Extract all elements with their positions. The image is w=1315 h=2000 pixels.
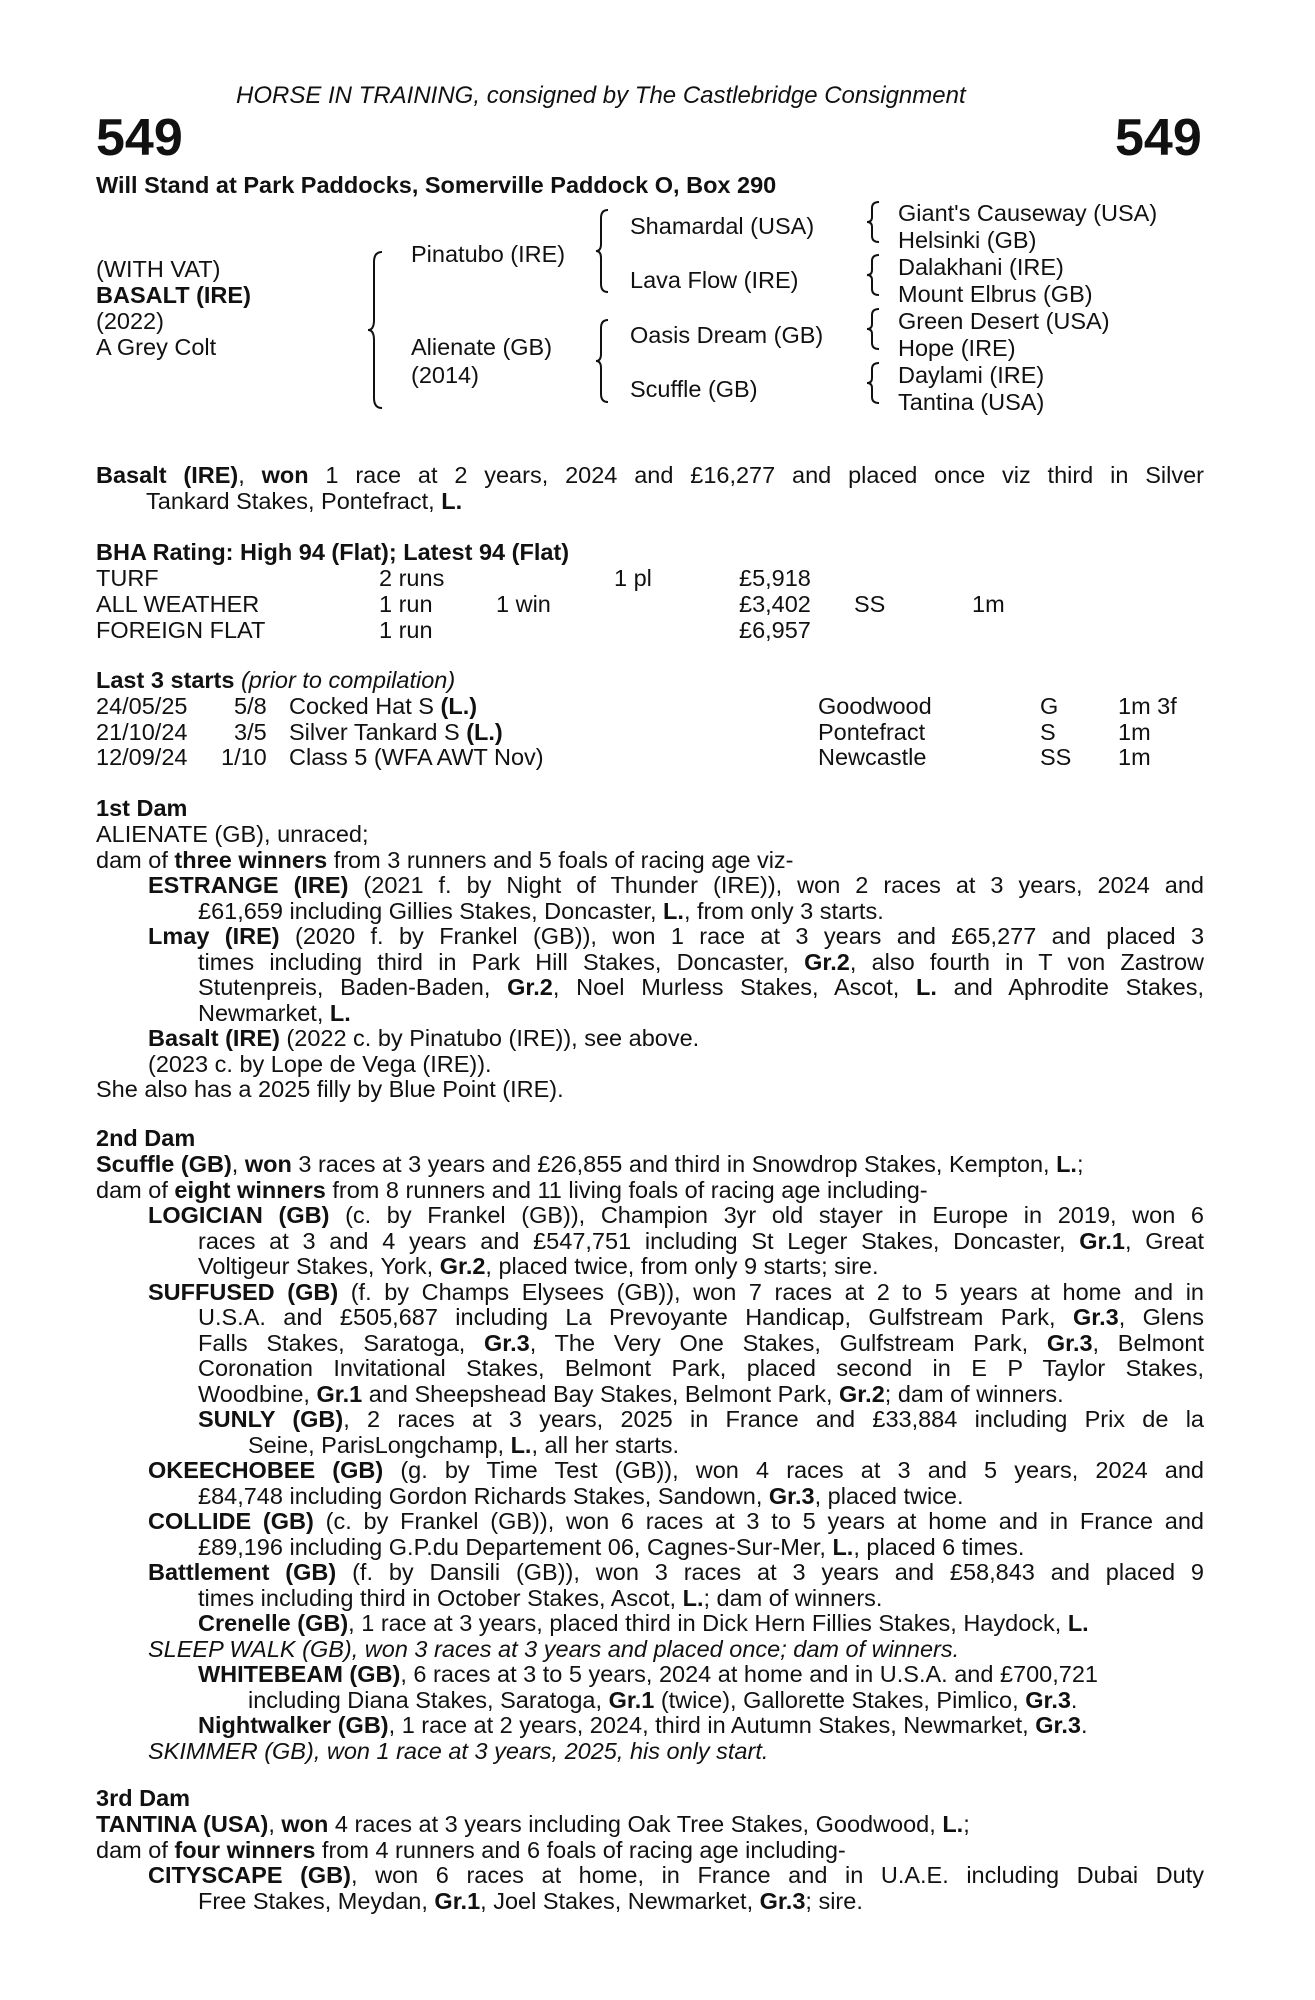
start-date: 24/05/25 <box>96 693 188 719</box>
foal-entry-whitebeam: WHITEBEAM (GB), 6 races at 3 to 5 years, 2024 at home and in U.S.A. and £700,721 <box>198 1661 1098 1687</box>
rating-surface: TURF <box>96 565 159 591</box>
foal-entry-skimmer: SKIMMER (GB), won 1 race at 3 years, 2025, his only start. <box>148 1737 769 1764</box>
dam1-line: ALIENATE (GB), unraced; <box>96 821 369 847</box>
foal-entry-logician-cont1: races at 3 and 4 years and £547,751 including St Leger Stakes, Doncaster, Gr.1, Great <box>198 1227 1205 1254</box>
pedigree-dam: Alienate (GB) <box>411 334 553 360</box>
pedigree-gen3-8: Tantina (USA) <box>898 389 1045 415</box>
start-distance: 1m 3f <box>1118 693 1177 719</box>
lot-number-left: 549 <box>96 109 183 167</box>
summary-horse-name: Basalt (IRE) <box>96 462 239 488</box>
dam2-section <box>96 1152 1204 1764</box>
start-position: 1/10 <box>221 744 267 770</box>
start-going: SS <box>1040 744 1072 770</box>
start-going: S <box>1040 719 1056 745</box>
summary-line2: Tankard Stakes, Pontefract, <box>146 487 435 514</box>
foal-entry-estrange-cont: £61,659 including Gillies Stakes, Doncaster, L., from only 3 starts. <box>198 897 884 924</box>
foal-entry-basalt: Basalt (IRE) (2022 c. by Pinatubo (IRE)), see above. <box>148 1025 700 1051</box>
location-line: Will Stand at Park Paddocks, Somerville Paddock O, Box 290 <box>96 172 777 198</box>
rating-going: SS <box>854 591 886 617</box>
dam1-produce-summary: dam of three winners from 3 runners and 5 foals of racing age viz- <box>96 846 794 873</box>
dam1-section <box>96 822 1204 1103</box>
foal-entry-2023: (2023 c. by Lope de Vega (IRE)). <box>148 1050 492 1077</box>
pedigree-brace-main <box>368 250 384 410</box>
pedigree-gen3-5: Green Desert (USA) <box>898 308 1110 334</box>
summary-won: won <box>261 462 309 488</box>
rating-runs: 1 run <box>379 591 433 617</box>
foal-entry-whitebeam-cont: including Diana Stakes, Saratoga, Gr.1 (twice), Gallorette Stakes, Pimlico, Gr.3. <box>248 1686 1078 1713</box>
rating-runs: 2 runs <box>379 565 445 591</box>
dam2-title: 2nd Dam <box>96 1125 196 1151</box>
foal-entry-battlement-cont: times including third in October Stakes, Ascot, L.; dam of winners. <box>198 1584 883 1611</box>
foal-entry-cityscape: CITYSCAPE (GB), won 6 races at home, in France and in U.A.E. including Dubai Duty <box>148 1862 1204 1888</box>
last-starts-title: Last 3 starts <box>96 667 235 693</box>
rating-surface: ALL WEATHER <box>96 591 260 617</box>
horse-year: (2022) <box>96 308 164 334</box>
pedigree-dam-year: (2014) <box>411 362 479 388</box>
foal-entry-crenelle: Crenelle (GB), 1 race at 3 years, placed third in Dick Hern Fillies Stakes, Haydock, L. <box>198 1610 1089 1636</box>
foal-entry-sunly-cont: Seine, ParisLongchamp, L., all her starts. <box>248 1431 680 1458</box>
pedigree-gen3-3: Dalakhani (IRE) <box>898 254 1064 280</box>
start-course: Pontefract <box>818 719 926 745</box>
foal-entry-battlement: Battlement (GB) (f. by Dansili (GB)), won 3 races at 3 years and £58,843 and placed 9 <box>148 1559 1204 1585</box>
foal-entry-sunly: SUNLY (GB), 2 races at 3 years, 2025 in France and £33,884 including Prix de la <box>198 1406 1204 1432</box>
start-date: 12/09/24 <box>96 744 188 770</box>
foal-entry-estrange: ESTRANGE (IRE) (2021 f. by Night of Thunder (IRE)), won 2 races at 3 years, 2024 and <box>148 872 1204 898</box>
foal-entry-nightwalker: Nightwalker (GB), 1 race at 2 years, 2024, third in Autumn Stakes, Newmarket, Gr.3. <box>198 1712 1088 1738</box>
dam1-title: 1st Dam <box>96 795 188 821</box>
pedigree-gen3-6: Hope (IRE) <box>898 335 1016 361</box>
start-course: Goodwood <box>818 693 932 719</box>
rating-runs: 1 run <box>379 617 433 643</box>
start-date: 21/10/24 <box>96 719 188 745</box>
start-distance: 1m <box>1118 744 1151 770</box>
pedigree-gen3-1: Giant's Causeway (USA) <box>898 200 1158 226</box>
rating-placed: 1 pl <box>614 565 652 591</box>
foal-entry-suffused-cont3: Coronation Invitational Stakes, Belmont Park, placed second in E P Taylor Stakes, <box>198 1355 1204 1381</box>
start-course: Newcastle <box>818 744 927 770</box>
lot-number-right: 549 <box>1115 109 1202 167</box>
dam3-produce-summary: dam of four winners from 4 runners and 6 foals of racing age including- <box>96 1836 846 1863</box>
foal-entry-logician-cont2: Voltigeur Stakes, York, Gr.2, placed twice, from only 9 starts; sire. <box>198 1253 879 1279</box>
foal-entry-lmay-cont3: Newmarket, L. <box>198 999 351 1026</box>
consignment-line: HORSE IN TRAINING, consigned by The Castlebridge Consignment <box>236 82 966 109</box>
pedigree-brace-sire <box>596 208 610 294</box>
foal-entry-lmay-cont2: Stutenpreis, Baden-Baden, Gr.2, Noel Murless Stakes, Ascot, L. and Aphrodite Stakes, <box>198 974 1204 1000</box>
start-going: G <box>1040 693 1059 719</box>
pedigree-brace-g56 <box>867 307 881 351</box>
pedigree-gen3-2: Helsinki (GB) <box>898 227 1037 253</box>
rating-prize: £5,918 <box>739 565 811 591</box>
rating-distance: 1m <box>972 591 1005 617</box>
vat-note: (WITH VAT) <box>96 256 221 282</box>
start-race: Class 5 (WFA AWT Nov) <box>289 744 544 770</box>
pedigree-brace-g34 <box>867 253 881 297</box>
foal-entry-sleep-walk: SLEEP WALK (GB), won 3 races at 3 years and placed once; dam of winners. <box>148 1635 960 1662</box>
foal-entry-collide: COLLIDE (GB) (c. by Frankel (GB)), won 6 races at 3 to 5 years at home and in France and <box>148 1508 1204 1534</box>
pedigree-sire-sire: Shamardal (USA) <box>630 213 815 239</box>
foal-entry-suffused-cont2: Falls Stakes, Saratoga, Gr.3, The Very One Stakes, Gulfstream Park, Gr.3, Belmont <box>198 1329 1204 1356</box>
dam2-produce-summary: dam of eight winners from 8 runners and 11 living foals of racing age including- <box>96 1176 928 1203</box>
pedigree-gen3-7: Daylami (IRE) <box>898 362 1045 388</box>
race-summary: Basalt (IRE), won 1 race at 2 years, 2024 and £16,277 and placed once viz third in Silver Tankard Stakes, Pontefract, L. <box>96 462 1204 514</box>
start-position: 3/5 <box>234 719 267 745</box>
last-starts-note: (prior to compilation) <box>240 667 456 693</box>
foal-entry-okeechobee-cont: £84,748 including Gordon Richards Stakes, Sandown, Gr.3, placed twice. <box>198 1482 964 1509</box>
foal-entry-okeechobee: OKEECHOBEE (GB) (g. by Time Test (GB)), won 4 races at 3 and 5 years, 2024 and <box>148 1457 1205 1483</box>
pedigree-sire-dam: Lava Flow (IRE) <box>630 267 799 293</box>
foal-entry-lmay-cont1: times including third in Park Hill Stakes, Doncaster, Gr.2, also fourth in T von Zastrow <box>198 948 1204 975</box>
dam3-section <box>96 1812 1204 1914</box>
rating-surface: FOREIGN FLAT <box>96 617 266 643</box>
last-starts-heading <box>96 668 455 694</box>
dam3-title: 3rd Dam <box>96 1785 191 1811</box>
pedigree-dam-dam: Scuffle (GB) <box>630 376 758 402</box>
summary-grade: L. <box>441 487 463 514</box>
foal-entry-lmay: Lmay (IRE) (2020 f. by Frankel (GB)), won 1 race at 3 years and £65,277 and placed 3 <box>148 923 1205 949</box>
foal-entry-cityscape-cont: Free Stakes, Meydan, Gr.1, Joel Stakes, Newmarket, Gr.3; sire. <box>198 1887 863 1914</box>
start-distance: 1m <box>1118 719 1151 745</box>
rating-prize: £6,957 <box>739 617 811 643</box>
foal-entry-2025: She also has a 2025 filly by Blue Point (IRE). <box>96 1076 564 1102</box>
foal-entry-suffused: SUFFUSED (GB) (f. by Champs Elysees (GB)), won 7 races at 2 to 5 years at home and in <box>148 1278 1204 1305</box>
foal-entry-collide-cont: £89,196 including G.P.du Departement 06, Cagnes-Sur-Mer, L., placed 6 times. <box>198 1533 1025 1560</box>
horse-name: BASALT (IRE) <box>96 282 251 308</box>
pedigree-dam-sire: Oasis Dream (GB) <box>630 322 824 348</box>
foal-entry-logician: LOGICIAN (GB) (c. by Frankel (GB)), Champion 3yr old stayer in Europe in 2019, won 6 <box>148 1202 1204 1228</box>
start-race-grade: (L.) <box>466 719 503 745</box>
foal-entry-suffused-cont4: Woodbine, Gr.1 and Sheepshead Bay Stakes, Belmont Park, Gr.2; dam of winners. <box>198 1380 1064 1407</box>
pedigree-sire: Pinatubo (IRE) <box>411 241 566 267</box>
start-race: Cocked Hat S (L.) <box>289 693 478 719</box>
pedigree-brace-g12 <box>867 200 881 244</box>
summary-line1: 1 race at 2 years, 2024 and £16,277 and placed once viz third in Silver <box>325 462 1204 488</box>
start-race-grade: (L.) <box>440 693 478 719</box>
rating-title: BHA Rating: High 94 (Flat); Latest 94 (Flat) <box>96 539 570 565</box>
foal-entry-suffused-cont1: U.S.A. and £505,687 including La Prevoyante Handicap, Gulfstream Park, Gr.3, Glens <box>198 1304 1205 1330</box>
rating-wins: 1 win <box>496 591 551 617</box>
pedigree-gen3-4: Mount Elbrus (GB) <box>898 281 1093 307</box>
dam3-record: TANTINA (USA), won 4 races at 3 years including Oak Tree Stakes, Goodwood, L.; <box>96 1811 970 1837</box>
pedigree-brace-dam <box>596 318 610 404</box>
dam2-record: Scuffle (GB), won 3 races at 3 years and £26,855 and third in Snowdrop Stakes, Kempton, L.; <box>96 1151 1084 1177</box>
start-race: Silver Tankard S (L.) <box>289 719 503 745</box>
pedigree-brace-g78 <box>867 361 881 405</box>
rating-prize: £3,402 <box>739 591 811 617</box>
start-position: 5/8 <box>234 693 267 719</box>
horse-description: A Grey Colt <box>96 334 217 360</box>
